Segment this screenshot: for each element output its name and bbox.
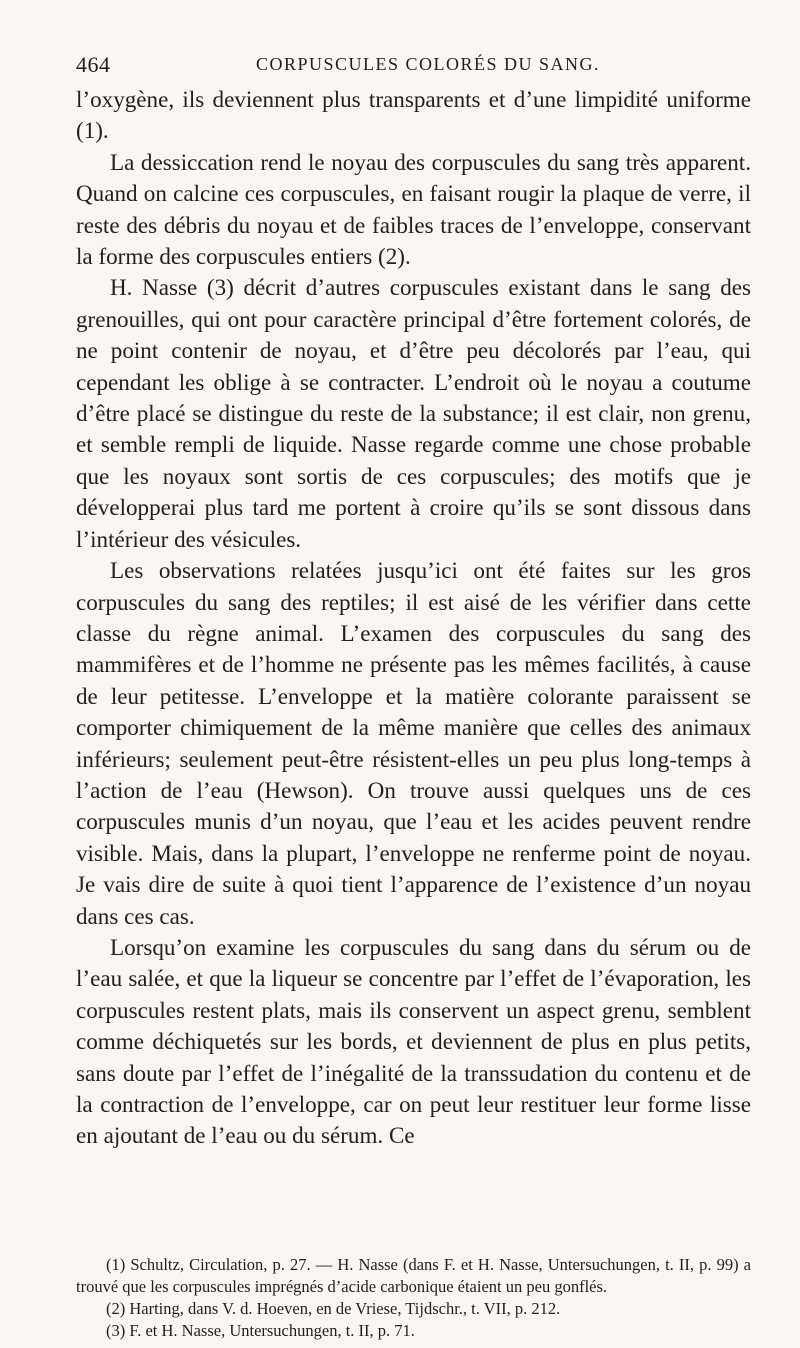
- body-text: [76, 84, 751, 1152]
- footnotes: [76, 1254, 751, 1342]
- paragraph: l’oxygène, ils deviennent plus transparents et d’une limpidité uniforme (1).: [76, 86, 751, 144]
- footnote: (2) Harting, dans V. d. Hoeven, en de Vriese, Tijdschr., t. VII, p. 212.: [106, 1299, 561, 1318]
- paragraph: La dessiccation rend le noyau des corpuscules du sang très apparent. Quand on calcine ces corpuscules, en faisant rougir la plaque de verre, il reste des débris du noyau et de faibles traces de l’enveloppe, conservant la forme des corpuscules entiers (2).: [76, 148, 751, 270]
- paragraph: Les observations relatées jusqu’ici ont été faites sur les gros corpuscules du sang des reptiles; il est aisé de les vérifier dans cette classe du règne animal. L’examen des corpuscules du sang des mammifères et de l’homme ne présente pas les mêmes facilités, à cause de leur petitesse. L’enveloppe et la matière colorante paraissent se comporter chimiquement de la même manière que celles des animaux inférieurs; seulement peut-être résistent-elles un peu plus long-temps à l’action de l’eau (Hewson). On trouve aussi quelques uns de ces corpuscules munis d’un noyau, que l’eau et les acides peuvent rendre visible. Mais, dans la plupart, l’enveloppe ne renferme point de noyau. Je vais dire de suite à quoi tient l’apparence de l’existence d’un noyau dans ces cas.: [76, 557, 751, 929]
- paragraph: Lorsqu’on examine les corpuscules du sang dans du sérum ou de l’eau salée, et que la liqueur se concentre par l’effet de l’évaporation, les corpuscules restent plats, mais ils conservent un aspect grenu, semblent comme déchiquetés sur les bords, et deviennent de plus en plus petits, sans doute par l’effet de l’inégalité de la transsudation du contenu et de la contraction de l’enveloppe, car on peut leur restituer leur forme lisse en ajoutant de l’eau ou du sérum. Ce: [76, 933, 751, 1149]
- paragraph: H. Nasse (3) décrit d’autres corpuscules existant dans le sang des grenouilles, qui ont pour caractère principal d’être fortement colorés, de ne point contenir de noyau, et d’être peu décolorés par l’eau, qui cependant les oblige à se contracter. L’endroit où le noyau a coutume d’être placé se distingue du reste de la substance; il est clair, non grenu, et semble rempli de liquide. Nasse regarde comme une chose probable que les noyaux sont sortis de ces corpuscules; des motifs que je développerai plus tard me portent à croire qu’ils se sont dissous dans l’intérieur des vésicules.: [76, 274, 751, 552]
- page-number: 464: [76, 52, 111, 77]
- running-title: CORPUSCULES COLORÉS DU SANG.: [256, 54, 601, 74]
- footnote: (1) Schultz, Circulation, p. 27. — H. Nasse (dans F. et H. Nasse, Untersuchungen, t. II, p. 99) a trouvé que les corpuscules imprégnés d’acide carbonique étaient un peu gonflés.: [76, 1255, 751, 1296]
- footnote: (3) F. et H. Nasse, Untersuchungen, t. II, p. 71.: [106, 1321, 415, 1340]
- page-header: [76, 52, 756, 82]
